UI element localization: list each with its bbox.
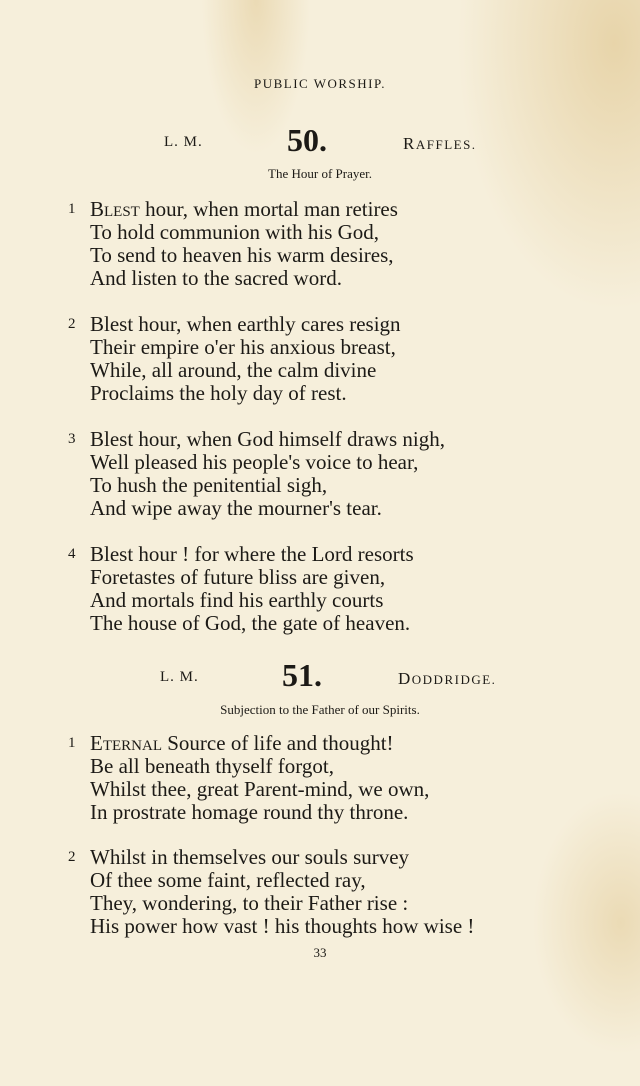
stanza-number: 1 [68, 201, 76, 217]
page-number: 33 [313, 945, 327, 960]
verse-line: And mortals find his earthly courts [90, 588, 384, 612]
hymn-title: The Hour of Prayer. [268, 166, 372, 181]
verse-line: The house of God, the gate of heaven. [90, 611, 411, 635]
verse-line: In prostrate homage round thy throne. [90, 800, 409, 824]
hymn-tune-initial: D [398, 669, 412, 688]
verse-line: Blest hour, when God himself draws nigh, [90, 427, 445, 451]
verse-line [90, 197, 398, 221]
verse-line: While, all around, the calm divine [90, 358, 377, 382]
verse-line: Blest hour, when earthly cares resign [90, 312, 401, 336]
hymn-meter: L. M. [164, 134, 203, 150]
verse-line: To hush the penitential sigh, [90, 473, 328, 497]
verse-line: To send to heaven his warm desires, [90, 243, 394, 267]
verse-line: Of thee some faint, reflected ray, [90, 868, 366, 892]
hymn-tune [403, 134, 477, 154]
verse-line: Foretastes of future bliss are given, [90, 565, 386, 589]
verse-line: And wipe away the mourner's tear. [90, 496, 382, 520]
stanza-number: 1 [68, 735, 76, 751]
first-line-rest: hour, when mortal man retires [139, 197, 398, 221]
verse-line: Whilst in themselves our souls survey [90, 845, 410, 869]
hymn-number: 51. [282, 657, 322, 693]
verse-line: His power how vast ! his thoughts how wise ! [90, 914, 475, 938]
verse-line: Their empire o'er his anxious breast, [90, 335, 396, 359]
stanza-number: 2 [68, 316, 76, 332]
verse-line: Well pleased his people's voice to hear, [90, 450, 419, 474]
verse-line: To hold communion with his God, [90, 220, 380, 244]
verse-line: They, wondering, to their Father rise : [90, 891, 409, 915]
verse-line [90, 731, 394, 755]
verse-line: Proclaims the holy day of rest. [90, 381, 347, 405]
hymn-tune [398, 669, 496, 689]
hymn-tune-initial: R [403, 134, 416, 153]
hymn-number: 50. [287, 122, 327, 158]
stanza-number: 2 [68, 849, 76, 865]
hymn-header [0, 122, 640, 162]
first-word: Eternal [90, 731, 162, 755]
stanza-number: 3 [68, 431, 76, 447]
hymn-title: Subjection to the Father of our Spirits. [220, 702, 420, 717]
hymn-tune-rest: AFFLES. [415, 137, 477, 152]
hymn-header [0, 657, 640, 697]
first-word: Blest [90, 197, 140, 221]
hymn-meter: L. M. [160, 669, 199, 685]
verse-line: Be all beneath thyself forgot, [90, 754, 334, 778]
first-line-rest: Source of life and thought! [162, 731, 394, 755]
stanza-number: 4 [68, 546, 76, 562]
verse-line: Blest hour ! for where the Lord resorts [90, 542, 414, 566]
hymn-tune-rest: ODDRIDGE. [411, 672, 497, 687]
verse-line: And listen to the sacred word. [90, 266, 342, 290]
running-head: PUBLIC WORSHIP. [253, 76, 387, 91]
verse-line: Whilst thee, great Parent-mind, we own, [90, 777, 430, 801]
